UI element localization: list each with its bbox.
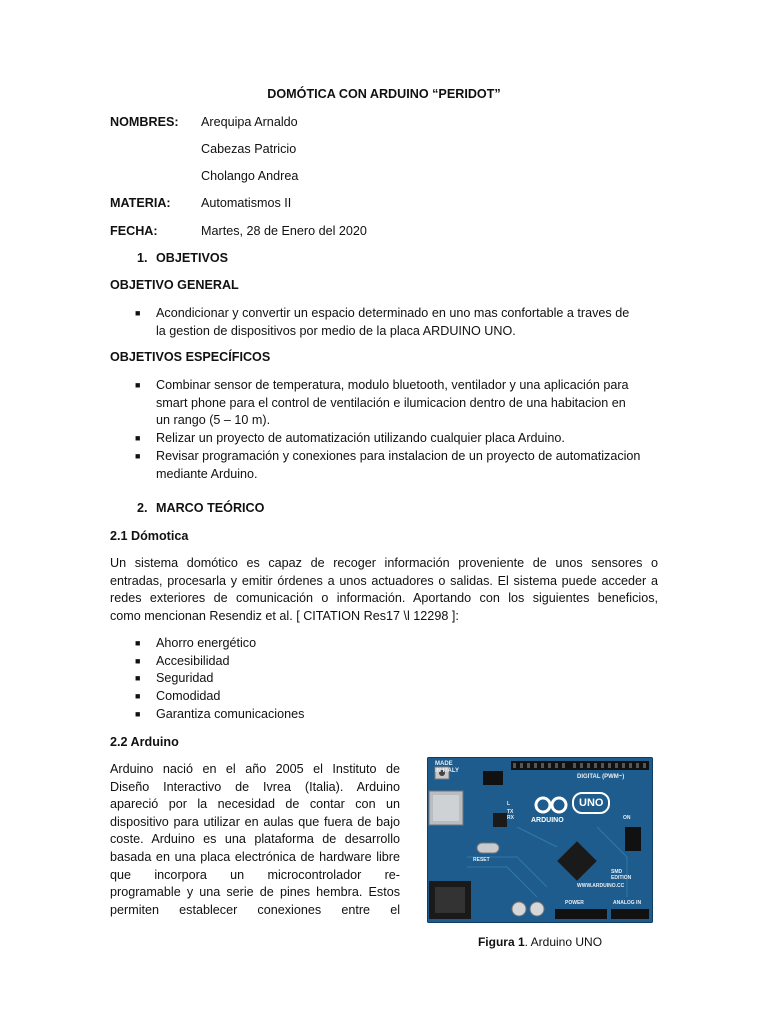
square-bullet-icon: ■: [135, 380, 141, 390]
list-item: Seguridad: [156, 671, 214, 685]
square-bullet-icon: ■: [135, 433, 141, 443]
section-heading-marco-teorico: MARCO TEÓRICO: [156, 501, 265, 515]
board-reset-label: RESET: [473, 857, 490, 863]
heading-objetivo-general: OBJETIVO GENERAL: [110, 278, 239, 292]
square-bullet-icon: ■: [135, 656, 141, 666]
board-power-label: POWER: [565, 900, 584, 906]
list-item: Relizar un proyecto de automatización utilizando cualquier placa Arduino.: [156, 431, 565, 445]
list-item: Revisar programación y conexiones para instalacion de un proyecto de automatizacion mediante Arduino.: [156, 449, 641, 481]
heading-objetivos-especificos: OBJETIVOS ESPECÍFICOS: [110, 350, 271, 364]
board-edition-label: EDITION: [611, 875, 632, 881]
heading-arduino: 2.2 Arduino: [110, 735, 179, 749]
arduino-board-image: [427, 757, 653, 923]
paragraph-domotica: Un sistema domótico es capaz de recoger información proveniente de unos sensores o entradas, procesarla y emitir órdenes a unos actuadores o salidas. El sistema puede acceder a redes exteriores de comunicación o información. Aportando con los siguientes beneficios, como mencionan Resendiz et al. [ CITATION Res17 \l 12298 ]:: [110, 556, 658, 623]
materia-value: Automatismos II: [201, 196, 292, 210]
materia-label: MATERIA:: [110, 196, 171, 210]
section-number: 1.: [137, 251, 148, 265]
board-model-label: UNO: [579, 797, 604, 809]
board-digital-label: DIGITAL (PWM~): [577, 774, 625, 780]
list-item: Garantiza comunicaciones: [156, 707, 305, 721]
board-l-label: L: [507, 801, 511, 807]
heading-domotica: 2.1 Dómotica: [110, 529, 189, 543]
board-smd-label: SMD: [611, 869, 623, 875]
list-item: Accesibilidad: [156, 654, 230, 668]
list-item: Acondicionar y convertir un espacio determinado en uno mas confortable a traves de la gestion de dispositivos por medio de la placa ARDUINO UNO.: [156, 306, 630, 338]
board-rx-label: RX: [507, 815, 514, 821]
nombres-label: NOMBRES:: [110, 115, 179, 129]
square-bullet-icon: ■: [135, 691, 141, 701]
board-brand-label: ARDUINO: [531, 817, 564, 824]
board-analog-label: ANALOG IN: [613, 900, 642, 906]
fecha-label: FECHA:: [110, 224, 158, 238]
section-number: 2.: [137, 501, 148, 515]
board-made-label: MADE: [435, 761, 453, 767]
board-site-label: WWW.ARDUINO.CC: [577, 883, 625, 889]
nombre-1: Arequipa Arnaldo: [201, 115, 298, 129]
square-bullet-icon: ■: [135, 709, 141, 719]
board-italy-label: IN ITALY: [435, 768, 460, 774]
fecha-value: Martes, 28 de Enero del 2020: [201, 224, 367, 238]
square-bullet-icon: ■: [135, 638, 141, 648]
list-item: Combinar sensor de temperatura, modulo bluetooth, ventilador y una aplicación para smart phone para el control de ventilación e ilumicacion dentro de una habitacion en un rango (5 – 10 m).: [156, 378, 629, 428]
square-bullet-icon: ■: [135, 308, 141, 318]
board-on-label: ON: [623, 815, 631, 821]
nombre-3: Cholango Andrea: [201, 169, 299, 183]
section-heading-objetivos: OBJETIVOS: [156, 251, 229, 265]
document-title: DOMÓTICA CON ARDUINO “PERIDOT”: [267, 87, 501, 101]
nombre-2: Cabezas Patricio: [201, 142, 297, 156]
list-item: Ahorro energético: [156, 636, 257, 650]
list-item: Comodidad: [156, 689, 221, 703]
figure-caption: Figura 1. Arduino UNO: [477, 935, 603, 949]
board-tx-label: TX: [507, 809, 514, 815]
square-bullet-icon: ■: [135, 451, 141, 461]
paragraph-arduino: Arduino nació en el año 2005 el Instituto de Diseño Interactivo de Ivrea (Italia). Arduino apareció por la necesidad de contar con un dispositivo para utilizar en aulas que fuera de bajo coste. Arduino es una plataforma de desarrollo basada en una placa electrónica de hardware libre que incorpora un microcontrolador re- programable y una serie de pines hembra. Estos permiten establecer conexiones entre el: [110, 762, 400, 917]
square-bullet-icon: ■: [135, 673, 141, 683]
